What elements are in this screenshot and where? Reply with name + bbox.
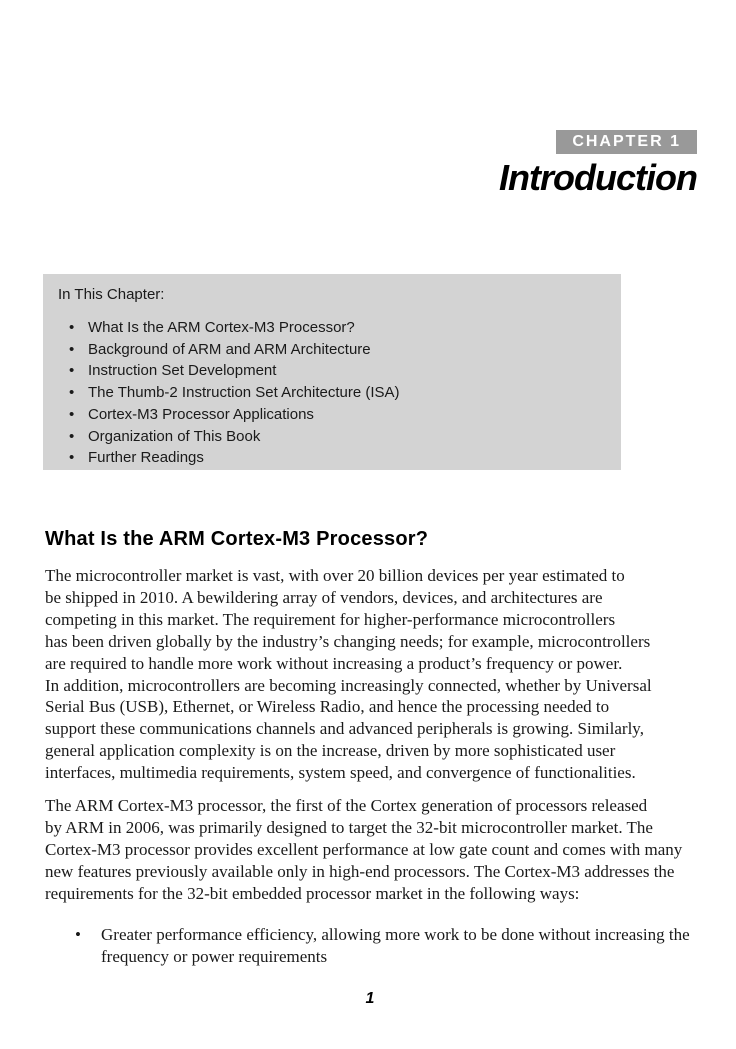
body-text-line: support these communications channels and advanced peripherals is growing. Similarly, xyxy=(45,719,644,739)
chapter-badge: CHAPTER 1 xyxy=(556,130,697,154)
in-this-chapter-list xyxy=(58,317,611,469)
body-text-line: Serial Bus (USB), Ethernet, or Wireless Radio, and hence the processing needed to xyxy=(45,697,610,717)
bullet-icon: • xyxy=(75,925,81,944)
body-bullet-item xyxy=(75,924,715,968)
in-this-chapter-item: • What Is the ARM Cortex-M3 Processor? xyxy=(58,317,611,339)
body-bullet-line: frequency or power requirements xyxy=(101,946,328,966)
body-text-line: by ARM in 2006, was primarily designed to target the 32-bit microcontroller market. The xyxy=(45,817,653,837)
body-bullet-line: Greater performance efficiency, allowing more work to be done without increasing the xyxy=(101,925,690,944)
in-this-chapter-item: • Organization of This Book xyxy=(58,426,611,448)
in-this-chapter-box xyxy=(43,274,621,470)
body-paragraph-2 xyxy=(45,795,710,905)
body-text-line: be shipped in 2010. A bewildering array of vendors, devices, and architectures are xyxy=(45,587,603,607)
body-bullet-text xyxy=(101,924,715,968)
in-this-chapter-item: • The Thumb-2 Instruction Set Architecture (ISA) xyxy=(58,382,611,404)
body-text-line: interfaces, multimedia requirements, system speed, and convergence of functionalities. xyxy=(45,763,636,783)
section-heading: What Is the ARM Cortex-M3 Processor? xyxy=(45,528,429,550)
body-text-line: new features previously available only in high-end processors. The Cortex-M3 addresses the xyxy=(45,861,675,881)
body-text-line: are required to handle more work without increasing a product’s frequency or power. xyxy=(45,653,623,673)
in-this-chapter-item: • Further Readings xyxy=(58,447,611,469)
in-this-chapter-item: • Cortex-M3 Processor Applications xyxy=(58,404,611,426)
body-text-line: The microcontroller market is vast, with over 20 billion devices per year estimated to xyxy=(45,566,625,585)
body-text-line: In addition, microcontrollers are becoming increasingly connected, whether by Universal xyxy=(45,675,652,695)
in-this-chapter-title: In This Chapter: xyxy=(58,286,165,303)
page-number: 1 xyxy=(365,990,375,1007)
chapter-title: Introduction xyxy=(499,157,697,198)
body-paragraph-1 xyxy=(45,565,710,784)
body-text-line: has been driven globally by the industry’s changing needs; for example, microcontrollers xyxy=(45,631,651,651)
body-text-line: competing in this market. The requirement for higher-performance microcontrollers xyxy=(45,609,616,629)
body-text-line: requirements for the 32-bit embedded processor market in the following ways: xyxy=(45,883,580,903)
body-text-line: general application complexity is on the increase, driven by more sophisticated user xyxy=(45,741,616,761)
in-this-chapter-item: • Instruction Set Development xyxy=(58,360,611,382)
body-text-line: Cortex-M3 processor provides excellent performance at low gate count and comes with many xyxy=(45,839,683,859)
in-this-chapter-item: • Background of ARM and ARM Architecture xyxy=(58,339,611,361)
body-text-line: The ARM Cortex-M3 processor, the first of the Cortex generation of processors released xyxy=(45,796,648,815)
